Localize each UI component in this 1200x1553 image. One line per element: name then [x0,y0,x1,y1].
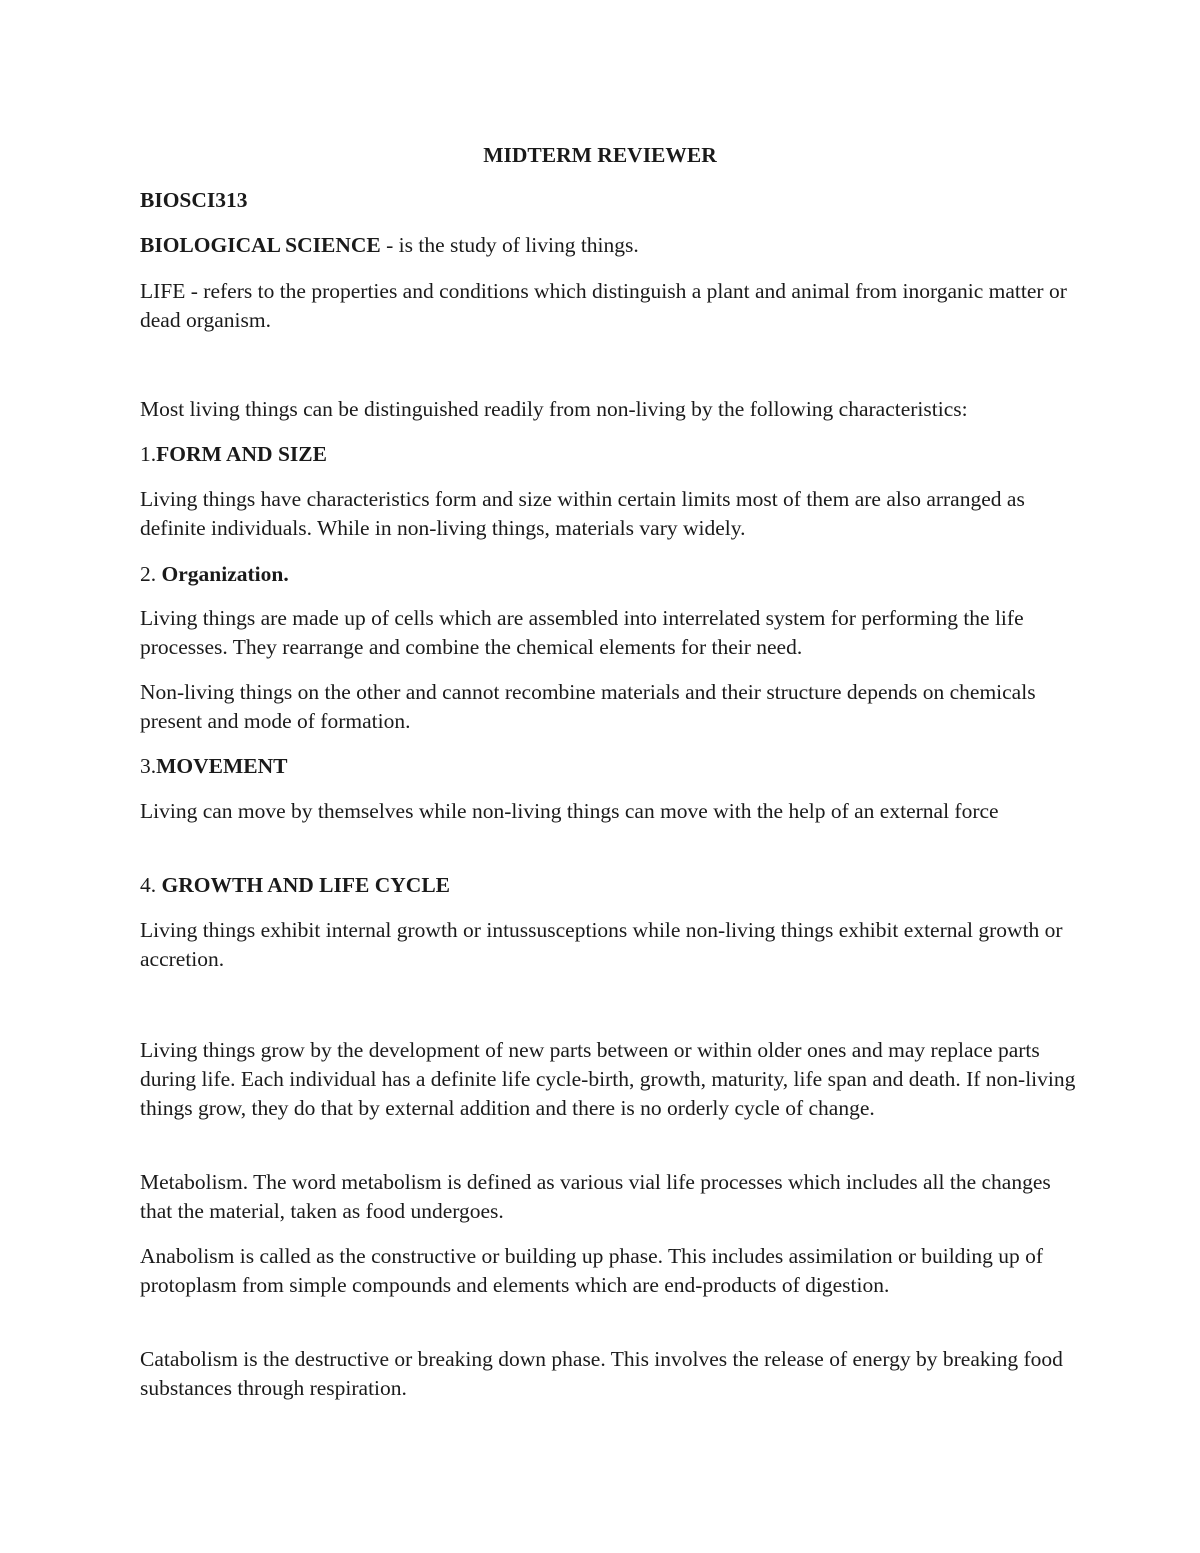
section-1-number: 1. [140,442,157,466]
section-3-title: MOVEMENT [156,754,288,778]
section-2-title: Organization. [161,562,289,586]
section-2-body-2: Non-living things on the other and cannot recombine materials and their structure depends on chemicals present and mode of formation. [140,680,1036,733]
life-definition: LIFE - refers to the properties and conditions which distinguish a plant and animal from inorganic matter or dead organism. [140,279,1067,332]
section-2-number: 2. [140,562,162,586]
catabolism-paragraph: Catabolism is the destructive or breaking down phase. This involves the release of energy by breaking food substances through respiration. [140,1347,1063,1400]
section-4-title: GROWTH AND LIFE CYCLE [161,873,450,897]
anabolism-paragraph: Anabolism is called as the constructive or building up phase. This includes assimilation or building up of protoplasm from simple compounds and elements which are end-products of digestion. [140,1244,1044,1297]
course-code-text: BIOSCI313 [140,188,248,212]
section-3-heading [140,752,1080,781]
section-2-heading [140,560,1080,589]
biological-science-term: BIOLOGICAL SCIENCE [140,233,381,257]
biological-science-definition [140,231,1080,260]
section-1-heading [140,440,1080,469]
section-4-number: 4. [140,873,162,897]
intro-paragraph: Most living things can be distinguished readily from non-living by the following characteristics: [140,397,968,421]
section-4-body: Living things exhibit internal growth or intussusceptions while non-living things exhibit external growth or accretion. [140,918,1063,971]
biological-science-text: - is the study of living things. [380,233,639,257]
section-4-heading [140,871,1080,900]
growth-paragraph: Living things grow by the development of new parts between or within older ones and may replace parts during life. Each individual has a definite life cycle-birth, growth, maturity, life span and death. If non-living things grow, they do that by external addition and there is no orderly cycle of change. [140,1038,1076,1120]
metabolism-paragraph: Metabolism. The word metabolism is defined as various vial life processes which includes all the changes that the material, taken as food undergoes. [140,1170,1051,1223]
section-3-body: Living can move by themselves while non-living things can move with the help of an external force [140,799,999,823]
section-1-title: FORM AND SIZE [156,442,327,466]
section-2-body-1: Living things are made up of cells which are assembled into interrelated system for performing the life processes. They rearrange and combine the chemical elements for their need. [140,606,1024,659]
section-1-body: Living things have characteristics form and size within certain limits most of them are also arranged as definite individuals. While in non-living things, materials vary widely. [140,487,1025,540]
doc-title: MIDTERM REVIEWER [483,143,717,167]
course-code [140,186,1080,215]
section-3-number: 3. [140,754,157,778]
